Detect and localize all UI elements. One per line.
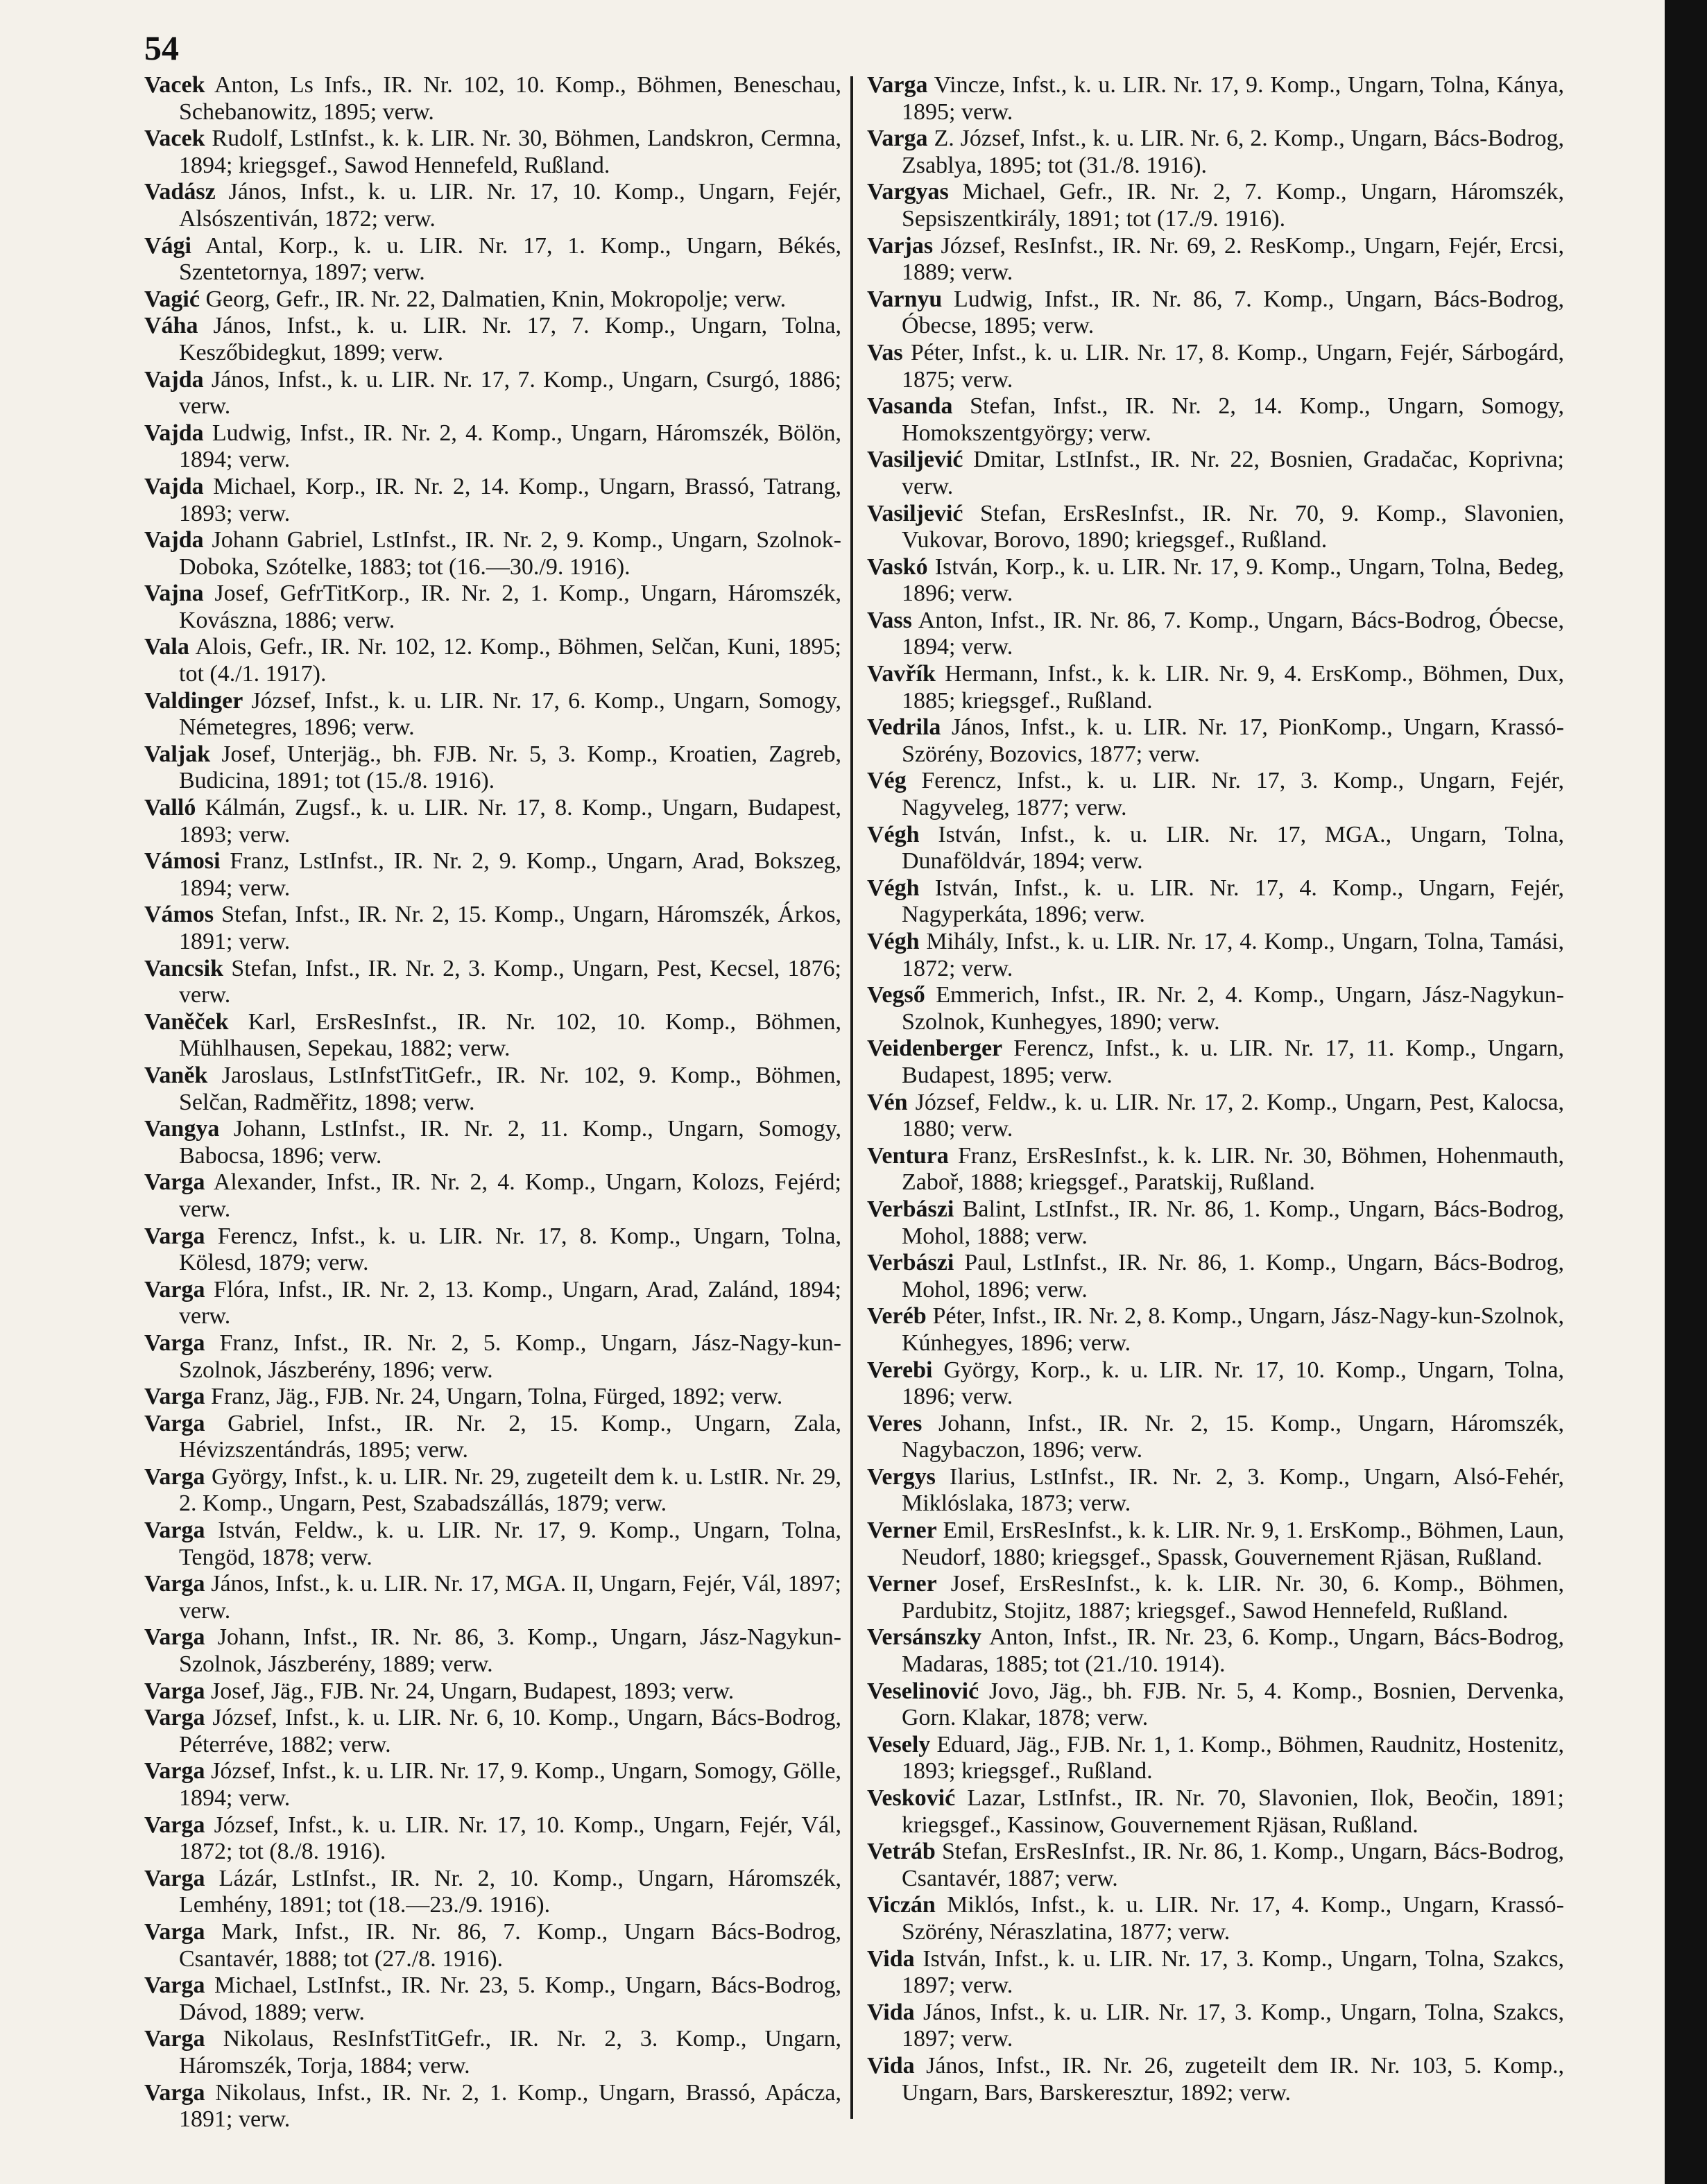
entry-surname: Vancsik	[144, 955, 224, 981]
entry-details: József, ResInfst., IR. Nr. 69, 2. ResKomp., Ungarn, Fejér, Ercsi, 1889; verw.	[902, 232, 1564, 286]
entry-details: Mark, Infst., IR. Nr. 86, 7. Komp., Ungarn Bács-Bodrog, Csantavér, 1888; tot (27./8. 1916).	[179, 1918, 841, 1972]
entry-surname: Varga	[144, 1865, 205, 1891]
list-entry	[144, 286, 841, 313]
entry-details: Emmerich, Infst., IR. Nr. 2, 4. Komp., Ungarn, Jász-Nagykun-Szolnok, Kunhegyes, 1890; verw.	[902, 982, 1564, 1035]
entry-details: Lazar, LstInfst., IR. Nr. 70, Slavonien, Ilok, Beočin, 1891; kriegsgef., Kassinow, Gouvernement Rjäsan, Rußland.	[902, 1785, 1564, 1838]
list-entry	[144, 1517, 841, 1571]
list-entry	[867, 1571, 1564, 1624]
entry-surname: Vesely	[867, 1731, 931, 1757]
list-entry	[867, 233, 1564, 286]
entry-surname: Vasiljević	[867, 447, 963, 473]
entry-surname: Varnyu	[867, 286, 943, 312]
list-entry	[144, 848, 841, 902]
entry-surname: Vagić	[144, 286, 200, 312]
entry-details: János, Infst., k. u. LIR. Nr. 17, 10. Komp., Ungarn, Fejér, Alsószentiván, 1872; verw.	[179, 179, 841, 232]
entry-details: Josef, Unterjäg., bh. FJB. Nr. 5, 3. Komp., Kroatien, Zagreb, Budicina, 1891; tot (15./8. 1916).	[179, 741, 841, 794]
entry-surname: Vasiljević	[867, 500, 963, 526]
column-divider	[850, 76, 853, 2119]
entry-details: Anton, Infst., IR. Nr. 23, 6. Komp., Ungarn, Bács-Bodrog, Madaras, 1885; tot (21./10. 1914).	[902, 1624, 1564, 1678]
entry-details: Dmitar, LstInfst., IR. Nr. 22, Bosnien, Gradačac, Koprivna; verw.	[902, 447, 1564, 499]
entry-details: József, Feldw., k. u. LIR. Nr. 17, 2. Komp., Ungarn, Pest, Kalocsa, 1880; verw.	[902, 1089, 1564, 1142]
list-entry	[867, 1196, 1564, 1250]
list-entry	[144, 1972, 841, 2026]
list-entry	[867, 661, 1564, 714]
entry-surname: Vida	[867, 2052, 915, 2079]
entry-surname: Végh	[867, 821, 920, 848]
list-entry	[867, 340, 1564, 393]
list-entry	[867, 1090, 1564, 1143]
list-entry	[867, 1624, 1564, 1678]
entry-surname: Vajda	[144, 527, 204, 553]
list-entry	[867, 1143, 1564, 1196]
list-entry	[867, 1678, 1564, 1732]
entry-details: Gabriel, Infst., IR. Nr. 2, 15. Komp., Ungarn, Zala, Hévizszentándrás, 1895; verw.	[179, 1410, 841, 1463]
page-number: 54	[144, 28, 179, 67]
entry-details: Jaroslaus, LstInfstTitGefr., IR. Nr. 102, 9. Komp., Böhmen, Selčan, Radměřitz, 1898; verw.	[179, 1062, 841, 1115]
entry-surname: Vajda	[144, 366, 204, 393]
entry-surname: Vedrila	[867, 714, 941, 741]
list-entry	[867, 929, 1564, 982]
entry-surname: Varga	[144, 1517, 205, 1544]
entry-surname: Verner	[867, 1517, 937, 1544]
list-entry	[867, 982, 1564, 1035]
entry-surname: Végh	[867, 929, 920, 954]
list-entry	[144, 527, 841, 581]
list-entry	[144, 2026, 841, 2079]
list-entry	[144, 179, 841, 232]
entry-surname: Varga	[144, 1624, 205, 1651]
entry-surname: Varga	[144, 2026, 205, 2052]
list-entry	[867, 1946, 1564, 2000]
entry-details: József, Infst., k. u. LIR. Nr. 6, 10. Komp., Ungarn, Bács-Bodrog, Péterréve, 1882; verw.	[179, 1705, 841, 1757]
list-entry	[144, 72, 841, 126]
entry-details: Franz, Infst., IR. Nr. 2, 5. Komp., Ungarn, Jász-Nagy-kun-Szolnok, Jászberény, 1896; verw.	[179, 1330, 841, 1383]
entry-surname: Ventura	[867, 1142, 949, 1169]
entry-details: Michael, LstInfst., IR. Nr. 23, 5. Komp., Ungarn, Bács-Bodrog, Dávod, 1889; verw.	[179, 1972, 841, 2025]
list-entry	[144, 1678, 841, 1705]
entry-surname: Verbászi	[867, 1196, 954, 1222]
entry-surname: Vass	[867, 607, 912, 633]
entry-details: Nikolaus, Infst., IR. Nr. 2, 1. Komp., Ungarn, Brassó, Apácza, 1891; verw.	[179, 2079, 841, 2133]
entry-details: József, Infst., k. u. LIR. Nr. 17, 6. Komp., Ungarn, Somogy, Németegres, 1896; verw.	[179, 687, 841, 741]
entry-details: Vincze, Infst., k. u. LIR. Nr. 17, 9. Komp., Ungarn, Tolna, Kánya, 1895; verw.	[902, 72, 1564, 125]
right-column	[867, 72, 1564, 2106]
entry-surname: Vámos	[144, 902, 214, 928]
entry-details: János, Infst., k. u. LIR. Nr. 17, PionKomp., Ungarn, Krassó-Szörény, Bozovics, 1877; verw.	[902, 714, 1564, 767]
entry-surname: Varga	[144, 1571, 205, 1597]
entry-surname: Vaněk	[144, 1062, 208, 1088]
entry-surname: Végh	[867, 875, 920, 901]
entry-details: János, Infst., k. u. LIR. Nr. 17, 7. Komp., Ungarn, Tolna, Keszőbidegkut, 1899; verw.	[179, 313, 841, 366]
list-entry	[144, 1919, 841, 1972]
entry-details: Josef, GefrTitKorp., IR. Nr. 2, 1. Komp., Ungarn, Háromszék, Kovászna, 1886; verw.	[179, 581, 841, 633]
list-entry	[867, 1303, 1564, 1357]
entry-surname: Varga	[144, 1918, 205, 1945]
entry-surname: Vacek	[144, 72, 205, 98]
list-entry	[867, 1411, 1564, 1464]
list-entry	[144, 581, 841, 634]
entry-surname: Veréb	[867, 1303, 927, 1330]
entry-surname: Vég	[867, 768, 907, 794]
entry-details: István, Infst., k. u. LIR. Nr. 17, 3. Komp., Ungarn, Tolna, Szakcs, 1897; verw.	[902, 1945, 1564, 1999]
entry-details: János, Infst., k. u. LIR. Nr. 17, 7. Komp., Ungarn, Csurgó, 1886; verw.	[179, 366, 841, 420]
entry-details: Rudolf, LstInfst., k. k. LIR. Nr. 30, Böhmen, Landskron, Cermna, 1894; kriegsgef., Sawod Hennefeld, Rußland.	[179, 126, 841, 178]
entry-details: Ludwig, Infst., IR. Nr. 86, 7. Komp., Ungarn, Bács-Bodrog, Óbecse, 1895; verw.	[902, 286, 1564, 339]
entry-details: György, Korp., k. u. LIR. Nr. 17, 10. Komp., Ungarn, Tolna, 1896; verw.	[902, 1357, 1564, 1410]
entry-surname: Varga	[144, 1812, 205, 1838]
entry-details: Michael, Korp., IR. Nr. 2, 14. Komp., Ungarn, Brassó, Tatrang, 1893; verw.	[179, 473, 841, 526]
entry-details: Johann, Infst., IR. Nr. 2, 15. Komp., Ungarn, Háromszék, Nagybaczon, 1896; verw.	[902, 1410, 1564, 1463]
entry-surname: Vajda	[144, 473, 204, 499]
entry-details: Péter, Infst., k. u. LIR. Nr. 17, 8. Komp., Ungarn, Fejér, Sárbogárd, 1875; verw.	[902, 339, 1564, 393]
list-entry	[867, 714, 1564, 768]
entry-details: Franz, Jäg., FJB. Nr. 24, Ungarn, Tolna, Fürged, 1892; verw.	[205, 1384, 783, 1410]
entry-details: Stefan, ErsResInfst., IR. Nr. 70, 9. Komp., Slavonien, Vukovar, Borovo, 1890; kriegsgef., Rußland.	[902, 500, 1564, 553]
entry-surname: Varga	[144, 1330, 205, 1356]
entry-details: Stefan, Infst., IR. Nr. 2, 15. Komp., Ungarn, Háromszék, Árkos, 1891; verw.	[179, 902, 841, 954]
entry-details: Péter, Infst., IR. Nr. 2, 8. Komp., Ungarn, Jász-Nagy-kun-Szolnok, Kúnhegyes, 1896; verw.	[902, 1303, 1564, 1356]
entry-details: Josef, ErsResInfst., k. k. LIR. Nr. 30, 6. Komp., Böhmen, Pardubitz, Stojitz, 1887; kriegsgef., Sawod Hennefeld, Rußland.	[902, 1571, 1564, 1624]
list-entry	[867, 447, 1564, 500]
entry-details: Ludwig, Infst., IR. Nr. 2, 4. Komp., Ungarn, Háromszék, Bölön, 1894; verw.	[179, 420, 841, 473]
entry-surname: Varga	[144, 1223, 205, 1249]
list-entry	[867, 286, 1564, 340]
entry-details: Antal, Korp., k. u. LIR. Nr. 17, 1. Komp., Ungarn, Békés, Szentetornya, 1897; verw.	[179, 232, 841, 286]
entry-details: Miklós, Infst., k. u. LIR. Nr. 17, 4. Komp., Ungarn, Krassó-Szörény, Néraszlatina, 1877; verw.	[902, 1892, 1564, 1945]
list-entry	[144, 1705, 841, 1758]
entry-details: István, Infst., k. u. LIR. Nr. 17, 4. Komp., Ungarn, Fejér, Nagyperkáta, 1896; verw.	[902, 875, 1564, 928]
entry-surname: Varga	[867, 126, 928, 152]
entry-surname: Vaskó	[867, 553, 928, 580]
entry-surname: Valjak	[144, 741, 211, 767]
entry-details: Anton, Ls Infs., IR. Nr. 102, 10. Komp., Böhmen, Beneschau, Schebanowitz, 1895; verw.	[179, 72, 841, 125]
entry-details: Ferencz, Infst., k. u. LIR. Nr. 17, 3. Komp., Ungarn, Fejér, Nagyveleg, 1877; verw.	[902, 768, 1564, 821]
entry-surname: Varga	[144, 1463, 205, 1490]
list-entry	[867, 2053, 1564, 2106]
entry-details: Hermann, Infst., k. k. LIR. Nr. 9, 4. ErsKomp., Böhmen, Dux, 1885; kriegsgef., Rußland.	[902, 661, 1564, 714]
entry-details: György, Infst., k. u. LIR. Nr. 29, zugeteilt dem k. u. LstIR. Nr. 29, 2. Komp., Ungarn, Pest, Szabadszállás, 1879; verw.	[179, 1463, 841, 1517]
entry-surname: Vasanda	[867, 393, 953, 420]
list-entry	[867, 1035, 1564, 1089]
list-entry	[144, 420, 841, 474]
list-entry	[144, 902, 841, 955]
entry-surname: Vavřík	[867, 661, 936, 687]
entry-surname: Varga	[144, 1169, 205, 1196]
entry-surname: Varga	[867, 72, 928, 98]
entry-surname: Varga	[144, 1758, 205, 1785]
list-entry	[144, 1330, 841, 1384]
entry-details: Alois, Gefr., IR. Nr. 102, 12. Komp., Böhmen, Selčan, Kuni, 1895; tot (4./1. 1917).	[179, 634, 841, 687]
entry-details: Stefan, Infst., IR. Nr. 2, 3. Komp., Ungarn, Pest, Kecsel, 1876; verw.	[179, 955, 841, 1008]
list-entry	[867, 72, 1564, 126]
list-entry	[867, 822, 1564, 875]
entry-surname: Veselinović	[867, 1678, 979, 1704]
list-entry	[867, 2000, 1564, 2053]
entry-details: Ilarius, LstInfst., IR. Nr. 2, 3. Komp., Ungarn, Alsó-Fehér, Miklóslaka, 1873; verw.	[902, 1463, 1564, 1517]
entry-details: Johann, LstInfst., IR. Nr. 2, 11. Komp., Ungarn, Somogy, Babocsa, 1896; verw.	[179, 1116, 841, 1169]
list-entry	[144, 1009, 841, 1063]
entry-details: József, Infst., k. u. LIR. Nr. 17, 9. Komp., Ungarn, Somogy, Gölle, 1894; verw.	[179, 1758, 841, 1811]
entry-details: Kálmán, Zugsf., k. u. LIR. Nr. 17, 8. Komp., Ungarn, Budapest, 1893; verw.	[179, 795, 841, 848]
list-entry	[144, 1223, 841, 1277]
entry-surname: Váha	[144, 313, 198, 339]
entry-surname: Vergys	[867, 1463, 936, 1490]
list-entry	[867, 393, 1564, 447]
entry-details: Emil, ErsResInfst., k. k. LIR. Nr. 9, 1. ErsKomp., Böhmen, Laun, Neudorf, 1880; kriegsgef., Spassk, Gouvernement Rjäsan, Rußland.	[902, 1517, 1564, 1570]
list-entry	[144, 1571, 841, 1624]
list-entry	[867, 179, 1564, 232]
entry-details: Stefan, Infst., IR. Nr. 2, 14. Komp., Ungarn, Somogy, Homokszentgyörgy; verw.	[902, 393, 1564, 446]
entry-surname: Versánszky	[867, 1624, 981, 1651]
list-entry	[867, 1732, 1564, 1785]
entry-surname: Varga	[144, 1276, 205, 1302]
entry-details: Franz, LstInfst., IR. Nr. 2, 9. Komp., Ungarn, Arad, Bokszeg, 1894; verw.	[179, 848, 841, 901]
list-entry	[867, 875, 1564, 929]
entry-surname: Vaněček	[144, 1008, 229, 1035]
entry-surname: Verbászi	[867, 1250, 954, 1276]
entry-details: István, Korp., k. u. LIR. Nr. 17, 9. Komp., Ungarn, Tolna, Bedeg, 1896; verw.	[902, 553, 1564, 607]
entry-surname: Valló	[144, 795, 196, 821]
entry-details: Z. József, Infst., k. u. LIR. Nr. 6, 2. Komp., Ungarn, Bács-Bodrog, Zsablya, 1895; tot (31./8. 1916).	[902, 126, 1564, 178]
entry-surname: Vámosi	[144, 848, 221, 875]
entry-surname: Vajda	[144, 420, 204, 446]
entry-details: Johann Gabriel, LstInfst., IR. Nr. 2, 9. Komp., Ungarn, Szolnok-Doboka, Szótelke, 1883; tot (16.—30./9. 1916).	[179, 527, 841, 580]
entry-details: Stefan, ErsResInfst., IR. Nr. 86, 1. Komp., Ungarn, Bács-Bodrog, Csantavér, 1887; verw.	[902, 1839, 1564, 1891]
entry-details: Mihály, Infst., k. u. LIR. Nr. 17, 4. Komp., Ungarn, Tolna, Tamási, 1872; verw.	[902, 929, 1564, 981]
entry-surname: Varjas	[867, 232, 934, 259]
list-entry	[867, 554, 1564, 608]
entry-surname: Varga	[144, 2079, 205, 2106]
entry-details: Anton, Infst., IR. Nr. 86, 7. Komp., Ungarn, Bács-Bodrog, Óbecse, 1894; verw.	[902, 607, 1564, 660]
entry-surname: Vegső	[867, 982, 925, 1008]
list-entry	[867, 1892, 1564, 1945]
entry-surname: Verner	[867, 1571, 937, 1597]
list-entry	[867, 126, 1564, 179]
entry-surname: Veidenberger	[867, 1035, 1003, 1062]
list-entry	[867, 501, 1564, 554]
list-entry	[144, 634, 841, 687]
entry-surname: Varga	[144, 1705, 205, 1731]
entry-details: István, Infst., k. u. LIR. Nr. 17, MGA., Ungarn, Tolna, Dunaföldvár, 1894; verw.	[902, 821, 1564, 875]
list-entry	[144, 795, 841, 848]
entry-surname: Vida	[867, 1999, 915, 2025]
list-entry	[144, 1624, 841, 1678]
entry-surname: Vajna	[144, 581, 204, 607]
entry-details: Karl, ErsResInfst., IR. Nr. 102, 10. Komp., Böhmen, Mühlhausen, Sepekau, 1882; verw.	[179, 1008, 841, 1062]
list-entry	[144, 126, 841, 179]
list-entry	[144, 474, 841, 527]
list-entry	[867, 1464, 1564, 1517]
entry-surname: Varga	[144, 1972, 205, 1999]
entry-surname: Verebi	[867, 1357, 933, 1383]
entry-details: Ferencz, Infst., k. u. LIR. Nr. 17, 11. Komp., Ungarn, Budapest, 1895; verw.	[902, 1035, 1564, 1088]
list-entry	[144, 956, 841, 1009]
list-entry	[144, 1812, 841, 1866]
entry-details: Flóra, Infst., IR. Nr. 2, 13. Komp., Ungarn, Arad, Zalánd, 1894; verw.	[179, 1276, 841, 1330]
entry-details: János, Infst., k. u. LIR. Nr. 17, 3. Komp., Ungarn, Tolna, Szakcs, 1897; verw.	[902, 1999, 1564, 2052]
entry-details: Johann, Infst., IR. Nr. 86, 3. Komp., Ungarn, Jász-Nagykun-Szolnok, Jászberény, 1889; verw.	[179, 1624, 841, 1678]
list-entry	[867, 768, 1564, 821]
list-entry	[144, 233, 841, 286]
entry-surname: Varga	[144, 1410, 205, 1436]
list-entry	[867, 1357, 1564, 1411]
entry-details: Eduard, Jäg., FJB. Nr. 1, 1. Komp., Böhmen, Raudnitz, Hostenitz, 1893; kriegsgef., Rußland.	[902, 1731, 1564, 1785]
list-entry	[144, 313, 841, 366]
list-entry	[144, 367, 841, 420]
left-column	[144, 72, 841, 2133]
entry-details: István, Feldw., k. u. LIR. Nr. 17, 9. Komp., Ungarn, Tolna, Tengöd, 1878; verw.	[179, 1517, 841, 1570]
entry-surname: Varga	[144, 1678, 205, 1704]
entry-details: Josef, Jäg., FJB. Nr. 24, Ungarn, Budapest, 1893; verw.	[205, 1678, 735, 1704]
entry-details: Jovo, Jäg., bh. FJB. Nr. 5, 4. Komp., Bosnien, Dervenka, Gorn. Klakar, 1878; verw.	[902, 1678, 1564, 1731]
entry-details: Franz, ErsResInfst., k. k. LIR. Nr. 30, Böhmen, Hohenmauth, Zaboř, 1888; kriegsgef., Paratskij, Rußland.	[902, 1142, 1564, 1196]
list-entry	[144, 1277, 841, 1330]
entry-surname: Vas	[867, 339, 903, 366]
entry-details: Nikolaus, ResInfstTitGefr., IR. Nr. 2, 3. Komp., Ungarn, Háromszék, Torja, 1884; verw.	[179, 2026, 841, 2079]
entry-details: Balint, LstInfst., IR. Nr. 86, 1. Komp., Ungarn, Bács-Bodrog, Mohol, 1888; verw.	[902, 1196, 1564, 1249]
entry-details: Ferencz, Infst., k. u. LIR. Nr. 17, 8. Komp., Ungarn, Tolna, Kölesd, 1879; verw.	[179, 1223, 841, 1276]
entry-surname: Vági	[144, 232, 191, 259]
entry-surname: Vangya	[144, 1116, 220, 1142]
list-entry	[144, 688, 841, 741]
list-entry	[867, 1250, 1564, 1303]
entry-details: Lázár, LstInfst., IR. Nr. 2, 10. Komp., Ungarn, Háromszék, Lemhény, 1891; tot (18.—23./9. 1916).	[179, 1865, 841, 1918]
list-entry	[144, 1411, 841, 1464]
entry-details: Georg, Gefr., IR. Nr. 22, Dalmatien, Knin, Mokropolje; verw.	[199, 286, 787, 312]
list-entry	[144, 1758, 841, 1812]
list-entry	[867, 1517, 1564, 1571]
entry-details: Paul, LstInfst., IR. Nr. 86, 1. Komp., Ungarn, Bács-Bodrog, Mohol, 1896; verw.	[902, 1250, 1564, 1302]
list-entry	[144, 1063, 841, 1116]
entry-surname: Valdinger	[144, 687, 243, 714]
entry-details: Alexander, Infst., IR. Nr. 2, 4. Komp., Ungarn, Kolozs, Fejérd; verw.	[179, 1169, 841, 1222]
entry-surname: Vén	[867, 1089, 908, 1115]
list-entry	[144, 2080, 841, 2133]
entry-details: Michael, Gefr., IR. Nr. 2, 7. Komp., Ungarn, Háromszék, Sepsiszentkirály, 1891; tot (17./9. 1916).	[902, 179, 1564, 232]
entry-surname: Veres	[867, 1410, 923, 1436]
page-edge	[1665, 0, 1707, 2184]
list-entry	[144, 1384, 841, 1411]
entry-details: József, Infst., k. u. LIR. Nr. 17, 10. Komp., Ungarn, Fejér, Vál, 1872; tot (8./8. 1916).	[179, 1812, 841, 1865]
list-entry	[867, 1785, 1564, 1839]
list-entry	[144, 1169, 841, 1223]
list-entry	[144, 741, 841, 795]
entry-surname: Vacek	[144, 126, 205, 152]
entry-details: János, Infst., IR. Nr. 26, zugeteilt dem IR. Nr. 103, 5. Komp., Ungarn, Bars, Barskeresztur, 1892; verw.	[902, 2052, 1564, 2106]
list-entry	[867, 608, 1564, 661]
entry-details: János, Infst., k. u. LIR. Nr. 17, MGA. II, Ungarn, Fejér, Vál, 1897; verw.	[179, 1571, 841, 1624]
entry-surname: Varga	[144, 1384, 205, 1410]
entry-surname: Vadász	[144, 179, 216, 205]
entry-surname: Vida	[867, 1945, 915, 1972]
entry-surname: Viczán	[867, 1892, 936, 1918]
entry-surname: Vala	[144, 634, 189, 660]
list-entry	[144, 1116, 841, 1169]
list-entry	[144, 1866, 841, 1919]
entry-surname: Vesković	[867, 1785, 956, 1811]
entry-surname: Vetráb	[867, 1839, 936, 1865]
entry-surname: Vargyas	[867, 179, 949, 205]
list-entry	[144, 1464, 841, 1517]
list-entry	[867, 1839, 1564, 1892]
